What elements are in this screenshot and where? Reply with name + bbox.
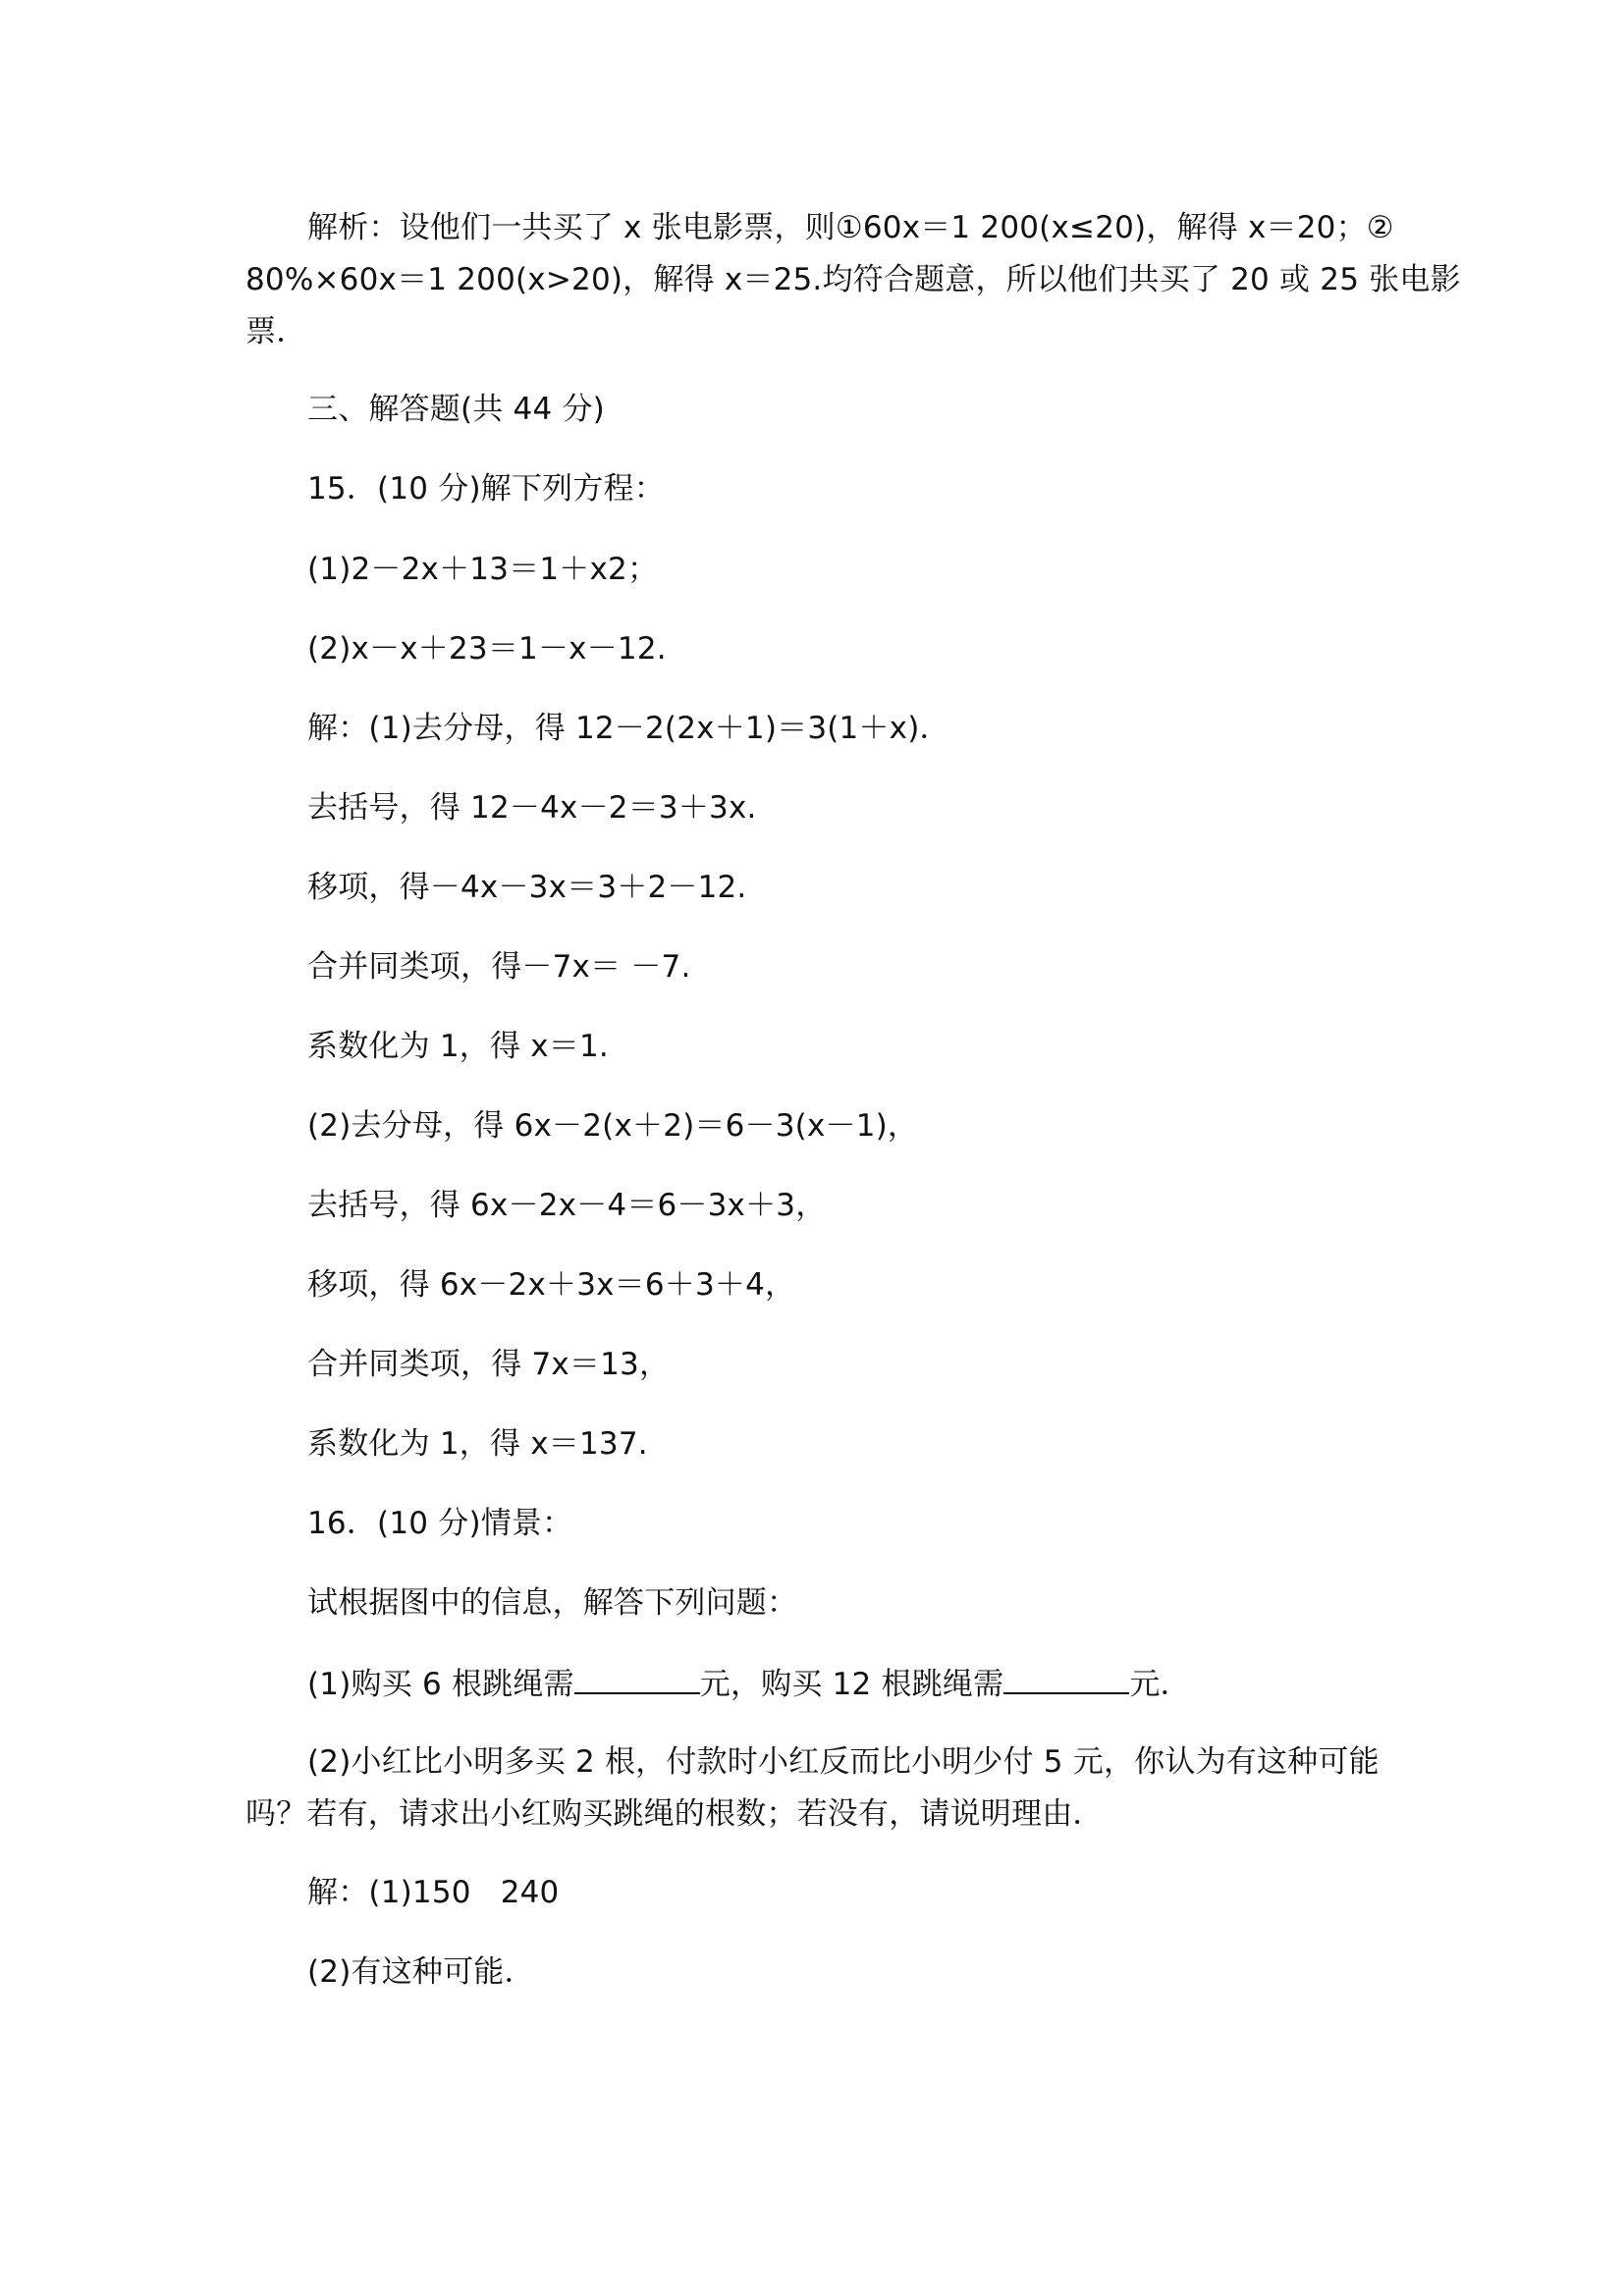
q15-step: 去括号，得 12－4x－2＝3＋3x.: [307, 790, 757, 826]
q15-step: 去括号，得 6x－2x－4＝6－3x＋3，: [307, 1188, 827, 1223]
q15-title: 15．(10 分)解下列方程：: [307, 471, 665, 507]
q16-part1-text-b: 元，购买 12 根跳绳需: [699, 1667, 1004, 1702]
q16-part1: [307, 1663, 1191, 1704]
q15-step: 合并同类项，得 7x＝13，: [307, 1347, 671, 1382]
q15-step: 合并同类项，得－7x＝ －7.: [307, 949, 691, 985]
analysis-line-1: 解析：设他们一共买了 x 张电影票，则①60x＝1 200(x≤20)，解得 x＝20；②: [307, 210, 1394, 245]
q16-prompt: 试根据图中的信息，解答下列问题：: [307, 1585, 798, 1621]
q16-answer-1: [307, 1873, 559, 1912]
answer-blank-2: [1003, 1663, 1129, 1694]
q15-equation-1: (1)2－2x＋13＝1＋x2；: [307, 552, 659, 587]
q16-answer-1-value: 240: [500, 1875, 560, 1910]
q16-answer-1-label: 解：(1)150: [307, 1875, 471, 1910]
analysis-line-2: 80%×60x＝1 200(x>20)，解得 x＝25.均符合题意，所以他们共买了 20 或 25 张电影: [245, 262, 1461, 297]
q16-title: 16．(10 分)情景：: [307, 1506, 573, 1541]
q16-part2-line-2: 吗？若有，请求出小红购买跳绳的根数；若没有，请说明理由．: [245, 1796, 1104, 1832]
q16-part1-text-a: (1)购买 6 根跳绳需: [307, 1667, 574, 1702]
analysis-line-3: 票．: [245, 314, 307, 349]
q15-step: 解：(1)去分母，得 12－2(2x＋1)＝3(1＋x)．: [307, 711, 950, 746]
q15-equation-2: (2)x－x＋23＝1－x－12.: [307, 631, 667, 667]
q15-step: 移项，得 6x－2x＋3x＝6＋3＋4，: [307, 1267, 796, 1303]
q15-step: (2)去分母，得 6x－2(x＋2)＝6－3(x－1)，: [307, 1108, 919, 1144]
q15-step: 移项，得－4x－3x＝3＋2－12.: [307, 870, 747, 905]
section-title: 三、解答题(共 44 分): [307, 392, 605, 427]
q15-step: 系数化为 1，得 x＝1.: [307, 1029, 609, 1064]
q15-step: 系数化为 1，得 x＝137.: [307, 1426, 648, 1462]
q16-part2-line-1: (2)小红比小明多买 2 根，付款时小红反而比小明少付 5 元，你认为有这种可能: [307, 1744, 1380, 1780]
q16-answer-2: (2)有这种可能．: [307, 1954, 535, 1990]
q16-part1-text-c: 元．: [1129, 1667, 1191, 1702]
answer-blank-1: [574, 1663, 700, 1694]
